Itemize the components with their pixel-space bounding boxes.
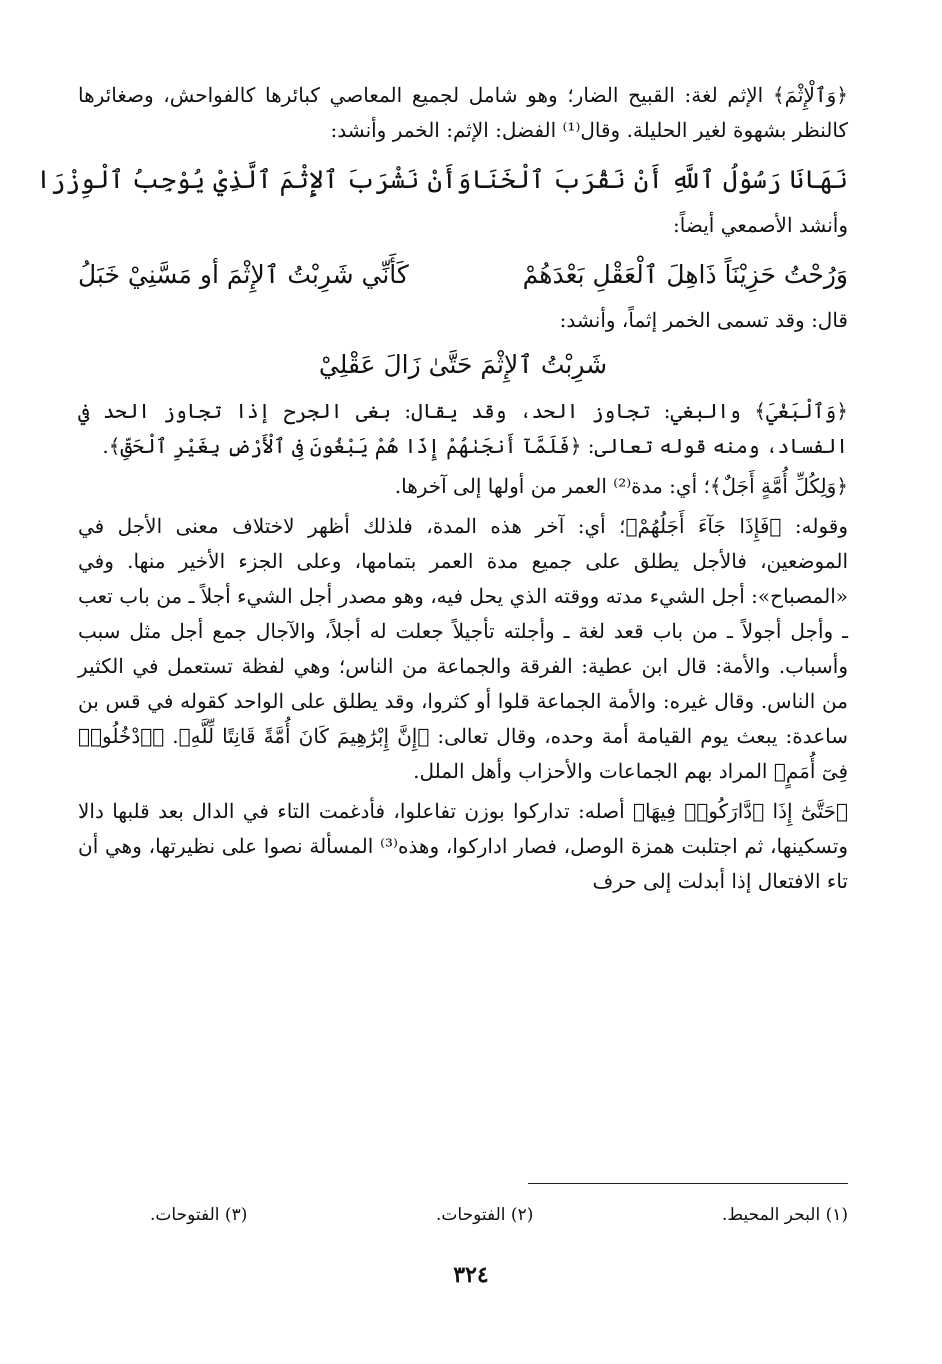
paragraph-baghy: ﴿وَٱلْبَغْيَ﴾ والبغي: تجاوز الحد، وقد يقال: بغى الجرح إذا تجاوز الحد في الفساد، ومنه قوله تعالى: ﴿فَلَمَّآ أَنجَىٰهُمْ إِذَا هُمْ يَبْغُونَ فِى ٱلْأَرْضِ بِغَيْرِ ٱلْحَقِّ﴾.	[78, 399, 848, 458]
poetry-verse-1	[36, 154, 848, 206]
verse-1-second-hemistich: وَأَنْ نَشْرَبَ ٱلإِثْمَ ٱلَّذِيْ يُوْجِبُ ٱلْوِزْرَا	[36, 165, 472, 194]
footnote-2: (٢) الفتوحات.	[436, 1205, 534, 1225]
verse-1-first-hemistich: نَهَانَا رَسُوْلُ ٱللَّهِ أَنْ نَقْرَبَ ٱلْخَنَا	[471, 165, 848, 194]
paragraph-iddarakou: ﴿حَتَّىٰٓ إِذَا ٱدَّارَكُوا۟ فِيهَا﴾ أصله: تداركوا بوزن تفاعلوا، فأدغمت التاء في الدال بعد قلبها دالا وتسكينها، ثم اجتلبت همزة الوصل، فصار اداركوا، وهذه⁽³⁾ المسألة نصوا على نظيرتها، وهي أن تاء الافتعال إذا أبدلت إلى حرف	[78, 799, 848, 893]
poetry-verse-3: شَرِبْتُ ٱلإِثْمَ حَتَّىٰ زَالَ عَقْلِيْ	[318, 350, 608, 379]
paragraph-ummah: وقوله: ﴿فَإِذَا جَآءَ أَجَلُهُمْ﴾؛ أي: آخر هذه المدة، فلذلك أظهر لاختلاف معنى الأجل في الموضعين، فالأجل يطلق على جميع مدة العمر بتمامها، وعلى الجزء الأخير منها. وفي «المصباح»: أجل الشيء مدته ووقته الذي يحل فيه، وهو مصدر أجل الشيء أجلاً ـ من باب تعب ـ وأجل أجولاً ـ من باب قعد لغة ـ وأجلته تأجيلاً جعلت له أجلاً، والآجال جمع أجل مثل سبب وأسباب. والأمة: قال ابن عطية: الفرقة والجماعة من الناس؛ وهي لفظة تستعمل في الكثير من الناس. وقال غيره: والأمة الجماعة قلوا أو كثروا، وقد يطلق على الواحد كقوله في قس بن ساعدة: يبعث يوم القيامة أمة وحده، وقال تعالى: ﴿إِنَّ إِبْرَٰهِيمَ كَانَ أُمَّةً قَانِتًا لِّلَّهِ﴾. ﴿ٱدْخُلُوا۟ فِىٓ أُمَمٍ﴾ المراد بهم الجماعات والأحزاب وأهل الملل.	[78, 514, 849, 783]
paragraph-ajal: ﴿وَلِكُلِّ أُمَّةٍ أَجَلٌ﴾؛ أي: مدة⁽²⁾ العمر من أولها إلى آخرها.	[394, 474, 848, 498]
paragraph-asmai: وأنشد الأصمعي أيضاً:	[673, 213, 848, 237]
footnote-divider	[528, 1183, 848, 1184]
page-number: ٣٢٤	[453, 1262, 489, 1288]
poetry-verse-2	[78, 249, 848, 301]
paragraph-ithm: ﴿وَٱلْإِثْمَ﴾ الإثم لغة: القبيح الضار؛ وهو شامل لجميع المعاصي كبائرها كالفواحش، وصغائرها كالنظر بشهوة لغير الحليلة. وقال⁽¹⁾ الفضل: الإثم: الخمر وأنشد:	[78, 83, 848, 142]
verse-2-second-hemistich: كَأَنِّي شَرِبْتُ ٱلإِثْمَ أو مَسَّنِيْ خَبَلُ	[78, 260, 409, 289]
verse-2-first-hemistich: وَرُحْتُ حَزِيْنَاً ذَاهِلَ ٱلْعَقْلِ بَعْدَهُمْ	[522, 260, 848, 289]
footnote-1: (١) البحر المحيط.	[722, 1205, 848, 1225]
paragraph-khamr: قال: وقد تسمى الخمر إثماً، وأنشد:	[559, 308, 848, 332]
footnotes	[150, 1200, 848, 1230]
footnote-3: (٣) الفتوحات.	[150, 1205, 248, 1225]
page-body	[36, 78, 849, 899]
